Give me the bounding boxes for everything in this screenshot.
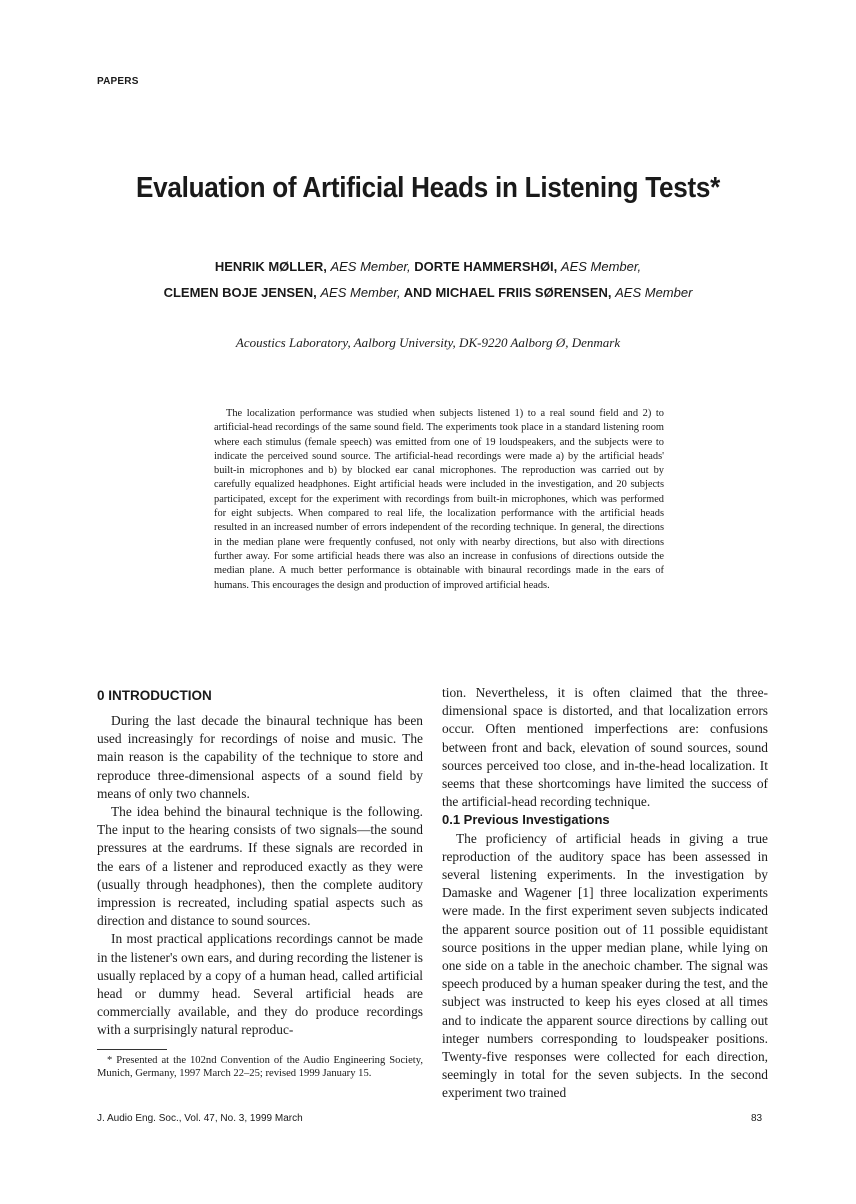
abstract: The localization performance was studied when subjects listened 1) to a real sound field and 2) to artificial-head recordings of the same sound field. The experiments took place in a standard listening room where each stimulus (female speech) was emitted from one of 19 loudspeakers, and the subjects were to indicate the perceived sound source. The artificial-head recordings were made a) by the artificial heads' built-in microphones and b) by blocked ear canal microphones. The reproduction was carried out by carefully equalized headphones. Eight artificial heads were included in the investigation, and 20 subjects participated, except for the experiment with recordings from built-in microphones, which was performed for eight subjects. When compared to real life, the localization performance with the artificial heads resulted in an increased number of errors independent of the recording technique. In general, the directions in the median plane were frequently confused, not only with nearby directions, but also with directions further away. For some artificial heads there was also an increase in confusions of directions outside the median plane. A much better performance is obtainable with binaural recordings made in the ears of humans. This encourages the design and production of improved artificial heads. [214, 408, 664, 591]
author-line-2 [0, 285, 856, 300]
author-role: AES Member, [560, 259, 642, 274]
body-paragraph: The proficiency of artificial heads in giving a true reproduction of the auditory space has been assessed in several listening experiments. In the investigation by Damaske and Wagener [1] three localization experiments were made. In the first experiment seven subjects indicated the apparent source position out of 11 possible equidistant source positions in the upper median plane, while lying on one side on a table in the anechoic chamber. The signal was speech produced by a human speaker during the test, and the subject was instructed to keep his eyes closed at all times and to indicate the apparent source directions by calling out integer numbers corresponding to loudspeaker positions. Twenty-five responses were collected for each direction, seemingly in total for the seven subjects. In the second experiment two trained [442, 830, 768, 1101]
body-paragraph: In most practical applications recordings cannot be made in the listener's own ears, and during recording the listener is usually replaced by a copy of a human head, called artificial head or dummy head. Several artificial heads are commercially available, and they do produce recordings with a surprisingly natural reproduc- [97, 931, 423, 1038]
body-paragraph-continued: tion. Nevertheless, it is often claimed that the three-dimensional space is distorted, and that localization errors occur. Often mentioned imperfections are: confusions between front and back, elevation of sound sources, sound sources perceived too close, and in-the-head localization. It seems that these shortcomings have limited the success of the artificial-head recording technique. [442, 685, 768, 810]
subsection-heading-previous-investigations: 0.1 Previous Investigations [442, 812, 610, 828]
author-role: AES Member [615, 285, 693, 300]
journal-citation: J. Audio Eng. Soc., Vol. 47, No. 3, 1999 March [97, 1113, 303, 1124]
page-number: 83 [751, 1113, 763, 1124]
author-role: AES Member, [330, 259, 411, 274]
footnote: * Presented at the 102nd Convention of the Audio Engineering Society, Munich, Germany, 1997 March 22–25; revised 1999 January 15. [97, 1055, 423, 1079]
author-name: AND MICHAEL FRIIS SØRENSEN, [403, 285, 612, 300]
body-paragraph: The idea behind the binaural technique is the following. The input to the hearing consists of two signals—the sound pressures at the eardrums. If these signals are recorded in the ears of a listener and reproduced exactly as they were (usually through headphones), then the complete auditory impression is recreated, including spatial aspects such as direction and distance to sound sources. [97, 804, 423, 929]
author-name: HENRIK MØLLER, [214, 259, 327, 274]
affiliation: Acoustics Laboratory, Aalborg University, DK-9220 Aalborg Ø, Denmark [235, 335, 621, 350]
body-paragraph: During the last decade the binaural technique has been used increasingly for recordings of noise and music. The main reason is the capability of the technique to store and reproduce three-dimensional aspects of a sound field by means of only two channels. [97, 713, 423, 801]
paper-title: Evaluation of Artificial Heads in Listening Tests* [135, 172, 721, 204]
author-role: AES Member, [320, 285, 401, 300]
author-line-1 [0, 259, 856, 274]
right-column [442, 684, 768, 1103]
author-name: DORTE HAMMERSHØI, [414, 259, 558, 274]
left-column [97, 712, 423, 1040]
section-label: PAPERS [97, 76, 139, 87]
footnote-rule [97, 1049, 167, 1050]
author-name: CLEMEN BOJE JENSEN, [163, 285, 317, 300]
section-heading-introduction: 0 INTRODUCTION [97, 688, 212, 703]
